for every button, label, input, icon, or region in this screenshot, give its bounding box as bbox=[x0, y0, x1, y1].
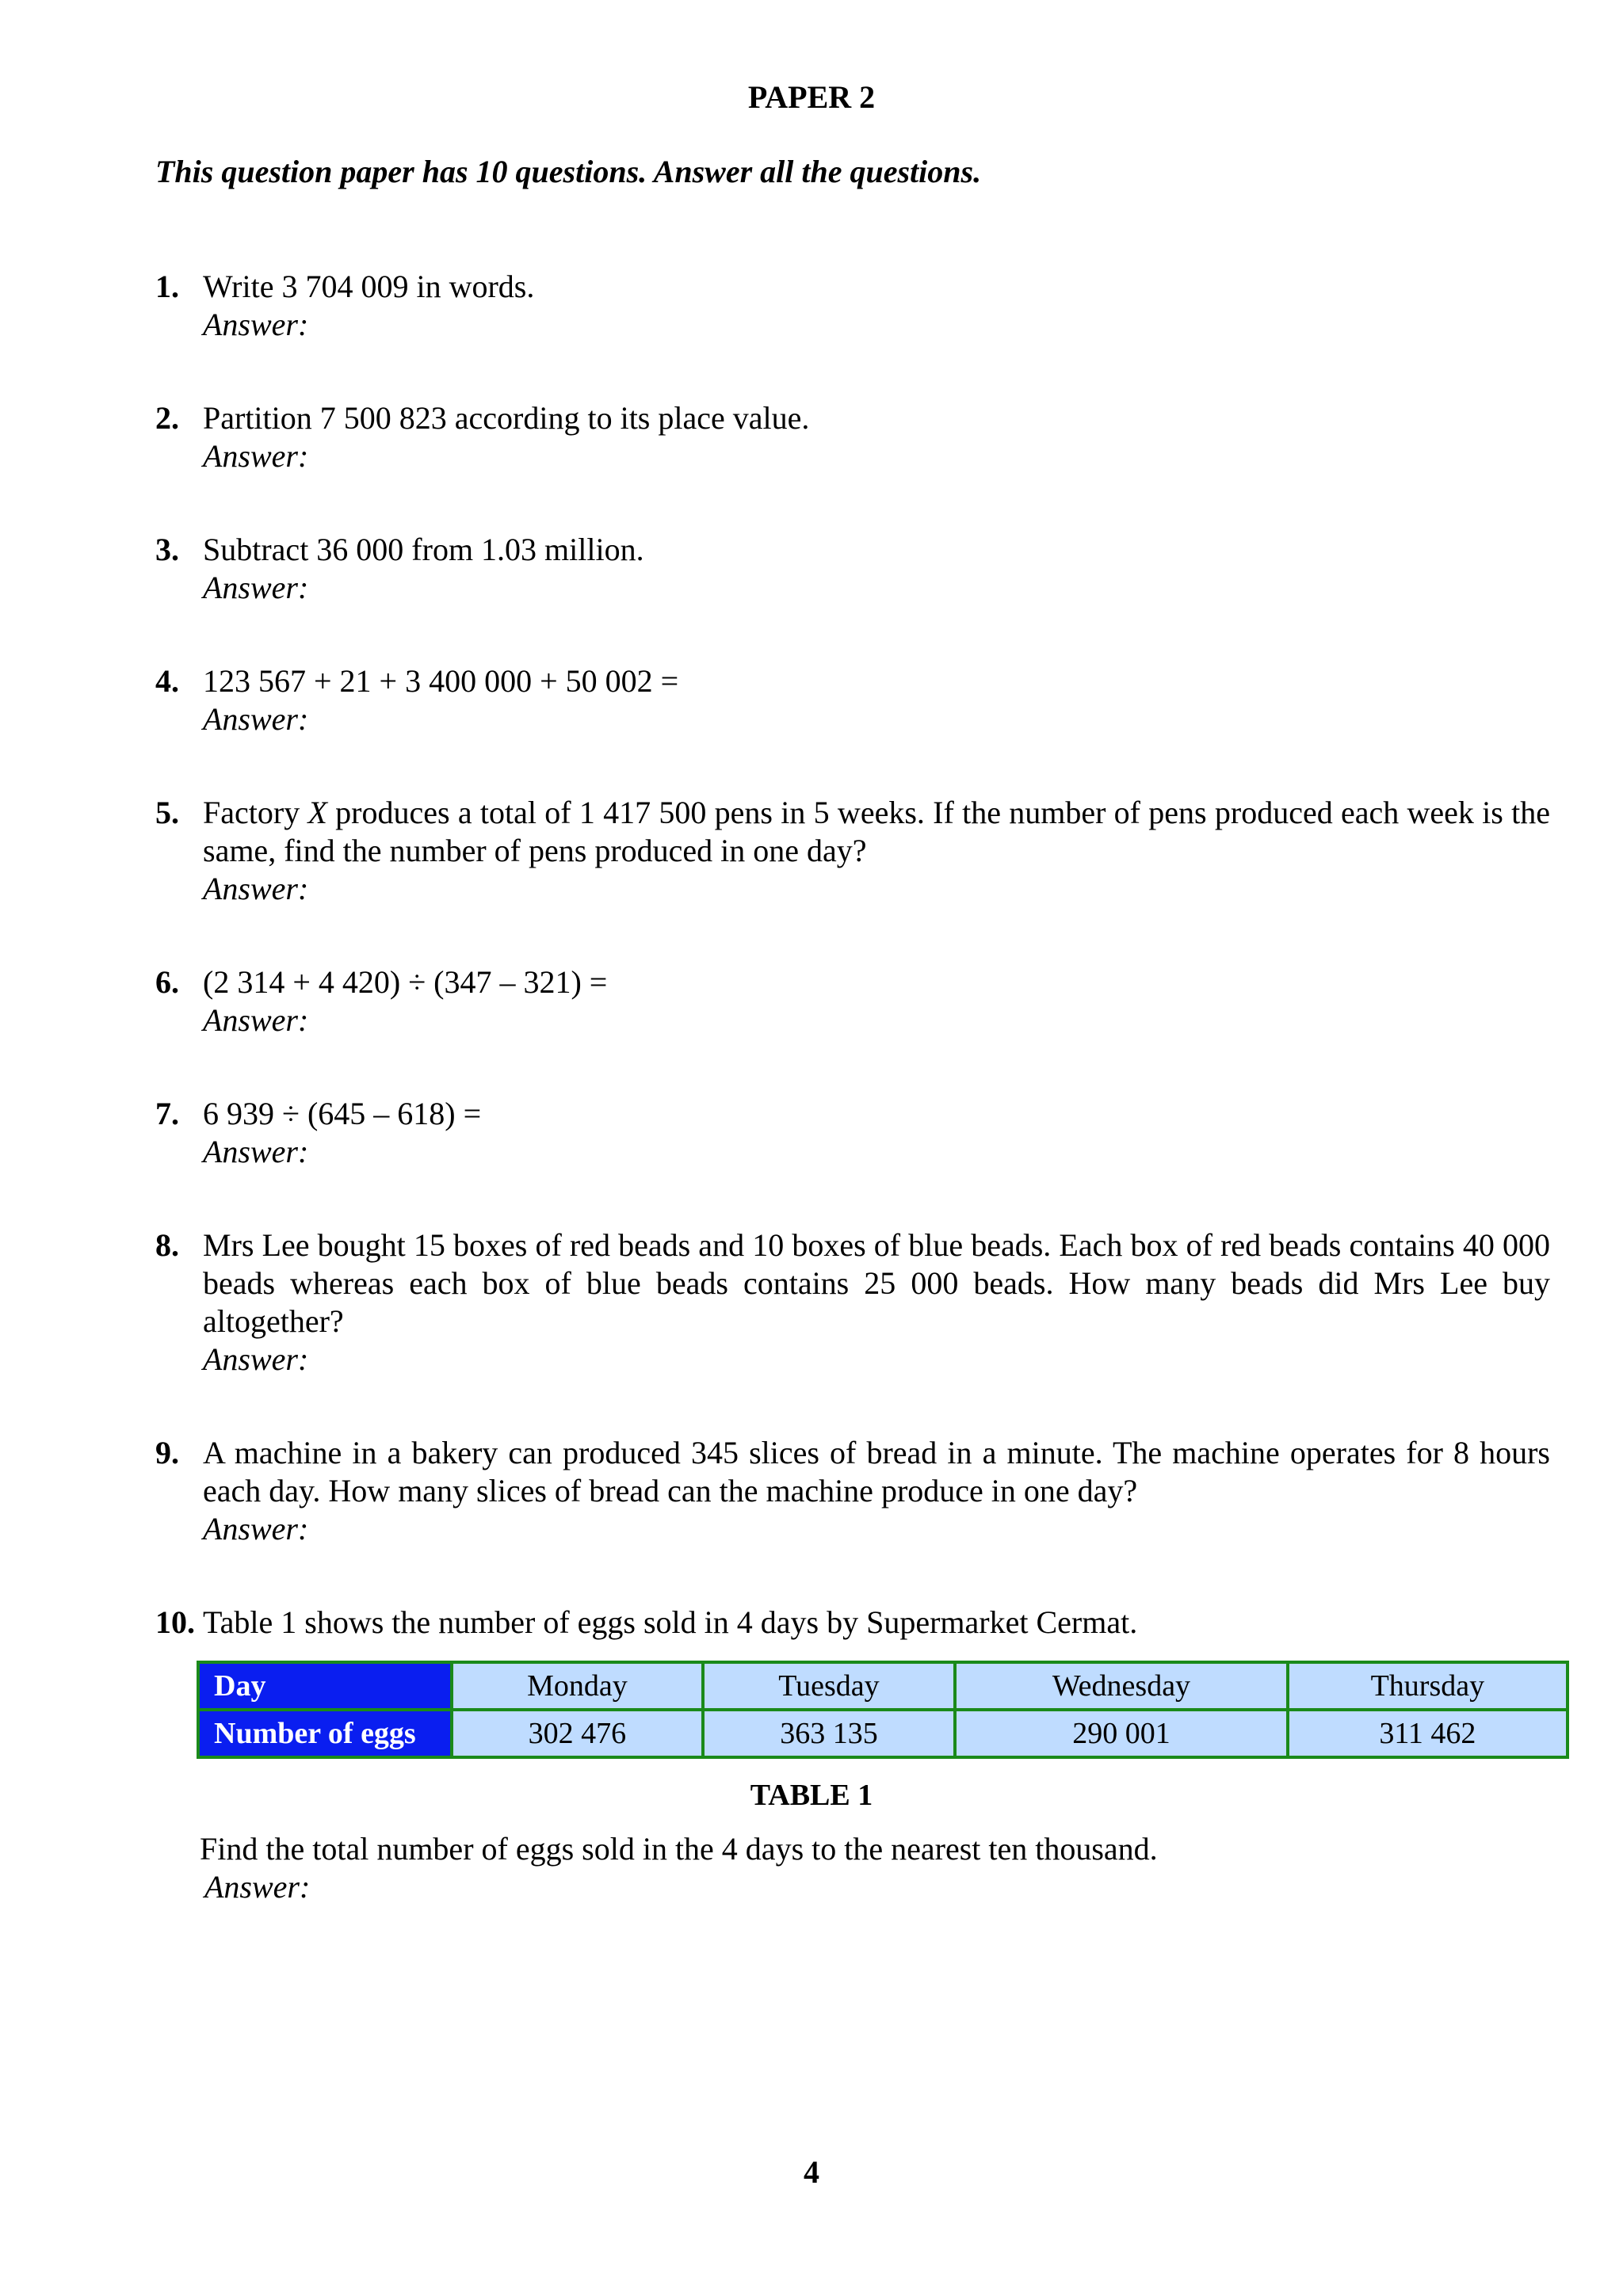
question-text: 6 939 ÷ (645 – 618) = bbox=[203, 1096, 482, 1131]
factory-variable: X bbox=[307, 795, 327, 830]
answer-label: Answer: bbox=[203, 1002, 309, 1038]
question-text: Find the total number of eggs sold in the 4 days to the nearest ten thousand. bbox=[200, 1831, 1158, 1867]
table-cell-eggs: 363 135 bbox=[703, 1710, 955, 1757]
question-text: Write 3 704 009 in words. bbox=[203, 269, 535, 304]
table-cell-eggs: 302 476 bbox=[452, 1710, 703, 1757]
question-4 bbox=[155, 662, 1550, 738]
question-9 bbox=[155, 1434, 1550, 1548]
question-10 bbox=[155, 1604, 1550, 1642]
question-text: Partition 7 500 823 according to its place value. bbox=[203, 400, 810, 436]
question-number: 10. bbox=[155, 1604, 195, 1640]
table-row bbox=[198, 1710, 1568, 1757]
answer-label: Answer: bbox=[204, 1869, 311, 1905]
table-cell-day: Wednesday bbox=[955, 1662, 1288, 1710]
row-header-day: Day bbox=[198, 1662, 452, 1710]
page-number: 4 bbox=[804, 2154, 819, 2190]
question-number: 9. bbox=[155, 1435, 179, 1470]
question-8 bbox=[155, 1226, 1550, 1379]
table-caption: TABLE 1 bbox=[750, 1779, 873, 1812]
answer-label: Answer: bbox=[203, 570, 309, 605]
question-number: 8. bbox=[155, 1227, 179, 1263]
question-number: 1. bbox=[155, 269, 179, 304]
question-text-part: produces a total of 1 417 500 pens in 5 weeks. If the number of pens produced each week is the same, find the number of pens produced in one day? bbox=[203, 795, 1551, 868]
table-cell-day: Tuesday bbox=[703, 1662, 955, 1710]
row-header-eggs: Number of eggs bbox=[198, 1710, 452, 1757]
paper-title: PAPER 2 bbox=[747, 79, 876, 115]
question-number: 5. bbox=[155, 795, 179, 830]
answer-label: Answer: bbox=[203, 438, 309, 474]
question-5 bbox=[155, 794, 1550, 908]
question-6 bbox=[155, 963, 1550, 1039]
question-number: 4. bbox=[155, 663, 179, 699]
answer-label: Answer: bbox=[203, 1511, 309, 1547]
question-text-part: Factory bbox=[203, 795, 308, 830]
answer-label: Answer: bbox=[203, 1134, 309, 1169]
question-text: Mrs Lee bought 15 boxes of red beads and 10 boxes of blue beads. Each box of red beads contains 40 000 beads whereas each box of blue beads contains 25 000 beads. How many beads did Mrs Lee buy altogether? bbox=[203, 1227, 1550, 1339]
question-number: 6. bbox=[155, 964, 179, 1000]
table-cell-day: Thursday bbox=[1288, 1662, 1568, 1710]
question-text: 123 567 + 21 + 3 400 000 + 50 002 = bbox=[203, 663, 679, 699]
answer-label: Answer: bbox=[203, 307, 309, 342]
question-7 bbox=[155, 1095, 1550, 1171]
answer-label: Answer: bbox=[203, 871, 309, 906]
question-2 bbox=[155, 399, 1550, 475]
question-3 bbox=[155, 531, 1550, 607]
eggs-table bbox=[197, 1661, 1569, 1759]
question-number: 3. bbox=[155, 532, 179, 567]
answer-label: Answer: bbox=[203, 1341, 309, 1377]
question-text bbox=[203, 794, 1550, 870]
instruction-text: This question paper has 10 questions. Answer all the questions. bbox=[155, 154, 982, 189]
question-1 bbox=[155, 268, 1550, 344]
question-text: Table 1 shows the number of eggs sold in 4 days by Supermarket Cermat. bbox=[203, 1604, 1138, 1640]
answer-label: Answer: bbox=[203, 701, 309, 737]
question-text: (2 314 + 4 420) ÷ (347 – 321) = bbox=[203, 964, 608, 1000]
question-10-followup bbox=[200, 1830, 1158, 1906]
table-cell-eggs: 290 001 bbox=[955, 1710, 1288, 1757]
table-cell-eggs: 311 462 bbox=[1288, 1710, 1568, 1757]
table-cell-day: Monday bbox=[452, 1662, 703, 1710]
question-text: A machine in a bakery can produced 345 slices of bread in a minute. The machine operates for 8 hours each day. How many slices of bread can the machine produce in one day? bbox=[203, 1435, 1550, 1508]
question-number: 2. bbox=[155, 400, 179, 436]
question-number: 7. bbox=[155, 1096, 179, 1131]
table-row bbox=[198, 1662, 1568, 1710]
question-text: Subtract 36 000 from 1.03 million. bbox=[203, 532, 644, 567]
